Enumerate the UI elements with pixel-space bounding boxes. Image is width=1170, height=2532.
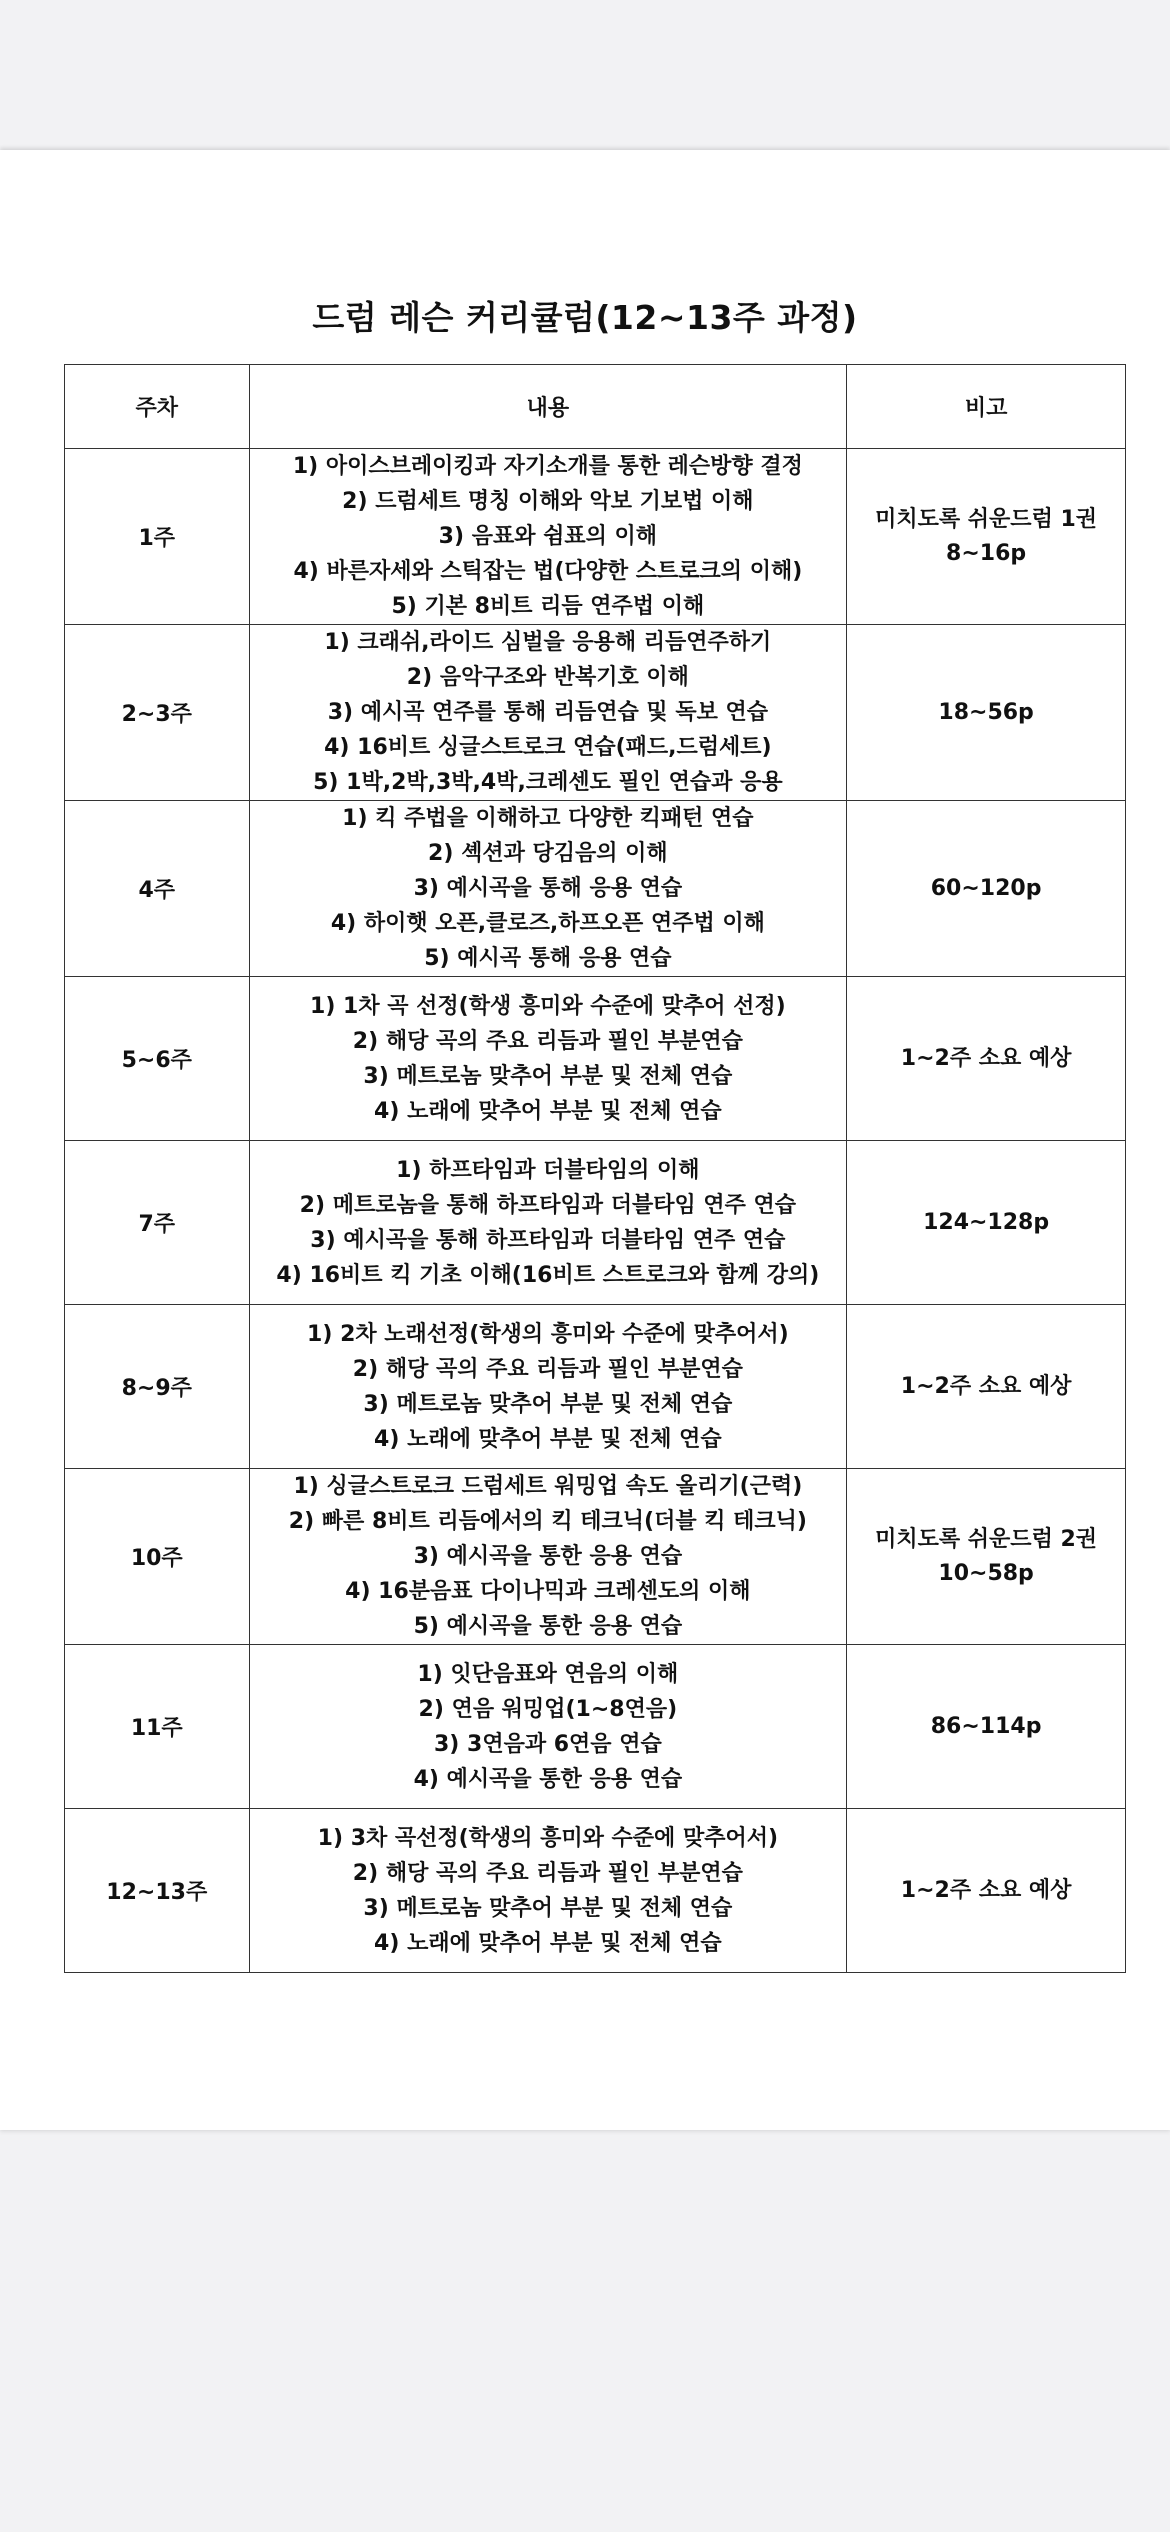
content-cell [249,1645,847,1809]
content-line: 4) 16분음표 다이나믹과 크레센도의 이해 [345,1579,751,1604]
content-line: 1) 하프타임과 더블타임의 이해 [396,1157,700,1183]
table-row [65,1645,1126,1809]
content-line: 2) 음악구조와 반복기호 이해 [406,665,689,690]
content-cell [249,1809,847,1973]
note-line: 86~114p [930,1713,1042,1739]
content-line: 3) 메트로놈 맞추어 부분 및 전체 연습 [363,1063,733,1089]
table-row [65,625,1126,801]
note-line: 8~16p [946,540,1027,566]
note-cell [847,449,1126,625]
week-cell: 7주 [65,1141,250,1305]
note-line: 10~58p [938,1560,1034,1586]
note-cell [847,1141,1126,1305]
content-line: 3) 음표와 쉼표의 이해 [438,524,658,549]
content-line: 3) 예시곡을 통한 응용 연습 [413,1544,683,1569]
content-line: 1) 2차 노래선정(학생의 흥미와 수준에 맞추어서) [307,1321,789,1347]
note-line: 미치도록 쉬운드럼 1권 [875,506,1098,532]
note-cell [847,1809,1126,1973]
content-line: 1) 싱글스트로크 드럼세트 워밍업 속도 올리기(근력) [293,1474,803,1499]
content-line: 2) 드럼세트 명칭 이해와 악보 기보법 이해 [342,489,754,514]
content-line: 4) 16비트 싱글스트로크 연습(패드,드럼세트) [324,735,772,760]
note-cell [847,625,1126,801]
table-row [65,1809,1126,1973]
table-row [65,977,1126,1141]
content-line: 2) 연음 워밍업(1~8연음) [418,1696,678,1722]
note-line: 60~120p [930,875,1042,901]
content-cell [249,1469,847,1645]
content-line: 5) 예시곡을 통한 응용 연습 [413,1614,683,1639]
content-line: 3) 3연음과 6연음 연습 [433,1731,662,1757]
content-cell [249,1141,847,1305]
content-line: 3) 예시곡을 통해 응용 연습 [413,876,683,901]
content-line: 1) 1차 곡 선정(학생 흥미와 수준에 맞추어 선정) [310,993,786,1019]
content-line: 5) 기본 8비트 리듬 연주법 이해 [391,594,705,619]
week-cell: 5~6주 [65,977,250,1141]
content-line: 5) 1박,2박,3박,4박,크레센도 필인 연습과 응용 [313,770,783,795]
note-cell [847,1645,1126,1809]
note-line: 1~2주 소요 예상 [900,1045,1072,1071]
content-line: 4) 16비트 킥 기초 이해(16비트 스트로크와 함께 강의) [276,1262,820,1288]
content-line: 1) 킥 주법을 이해하고 다양한 킥패턴 연습 [342,806,754,831]
header-week: 주차 [65,365,250,449]
note-cell [847,1469,1126,1645]
content-line: 2) 메트로놈을 통해 하프타임과 더블타임 연주 연습 [299,1192,797,1218]
note-cell [847,977,1126,1141]
table-header-row [65,365,1126,449]
week-cell: 8~9주 [65,1305,250,1469]
content-line: 2) 해당 곡의 주요 리듬과 필인 부분연습 [352,1028,743,1054]
content-cell [249,977,847,1141]
week-cell: 2~3주 [65,625,250,801]
note-line: 18~56p [938,699,1034,725]
week-cell: 11주 [65,1645,250,1809]
content-line: 3) 예시곡 연주를 통해 리듬연습 및 독보 연습 [327,700,768,725]
content-line: 5) 예시곡 통해 응용 연습 [424,946,672,971]
content-line: 1) 아이스브레이킹과 자기소개를 통한 레슨방향 결정 [292,454,803,479]
table-row [65,1141,1126,1305]
header-note: 비고 [847,365,1126,449]
page-title: 드럼 레슨 커리큘럼(12~13주 과정) [312,298,858,337]
content-line: 4) 바른자세와 스틱잡는 법(다양한 스트로크의 이해) [293,559,803,584]
content-cell [249,801,847,977]
content-line: 1) 3차 곡선정(학생의 흥미와 수준에 맞추어서) [317,1825,779,1851]
content-cell [249,449,847,625]
note-line: 124~128p [923,1209,1050,1235]
content-line: 3) 예시곡을 통해 하프타임과 더블타임 연주 연습 [310,1227,786,1253]
content-line: 4) 노래에 맞추어 부분 및 전체 연습 [374,1426,722,1452]
table-row [65,449,1126,625]
content-line: 3) 메트로놈 맞추어 부분 및 전체 연습 [363,1895,733,1921]
curriculum-table [64,364,1126,1973]
header-content: 내용 [249,365,847,449]
week-cell: 4주 [65,801,250,977]
content-line: 2) 셱션과 당김음의 이해 [428,841,668,866]
table-row [65,1469,1126,1645]
note-line: 미치도록 쉬운드럼 2권 [875,1526,1098,1552]
content-line: 4) 노래에 맞추어 부분 및 전체 연습 [374,1930,722,1956]
note-line: 1~2주 소요 예상 [900,1373,1072,1399]
content-line: 1) 잇단음표와 연음의 이해 [417,1661,679,1687]
content-line: 2) 해당 곡의 주요 리듬과 필인 부분연습 [352,1860,743,1886]
table-row [65,801,1126,977]
week-cell: 10주 [65,1469,250,1645]
week-cell: 1주 [65,449,250,625]
content-cell [249,625,847,801]
content-cell [249,1305,847,1469]
content-line: 3) 메트로놈 맞추어 부분 및 전체 연습 [363,1391,733,1417]
week-cell: 12~13주 [65,1809,250,1973]
table-row [65,1305,1126,1469]
content-line: 4) 예시곡을 통한 응용 연습 [413,1766,683,1792]
content-line: 1) 크래쉬,라이드 심벌을 응용해 리듬연주하기 [324,630,772,655]
content-line: 2) 해당 곡의 주요 리듬과 필인 부분연습 [352,1356,743,1382]
note-cell [847,1305,1126,1469]
content-line: 4) 노래에 맞추어 부분 및 전체 연습 [374,1098,722,1124]
content-line: 4) 하이햇 오픈,클로즈,하프오픈 연주법 이해 [330,911,765,936]
note-line: 1~2주 소요 예상 [900,1877,1072,1903]
note-cell [847,801,1126,977]
content-line: 2) 빠른 8비트 리듬에서의 킥 테크닉(더블 킥 테크닉) [288,1509,807,1534]
